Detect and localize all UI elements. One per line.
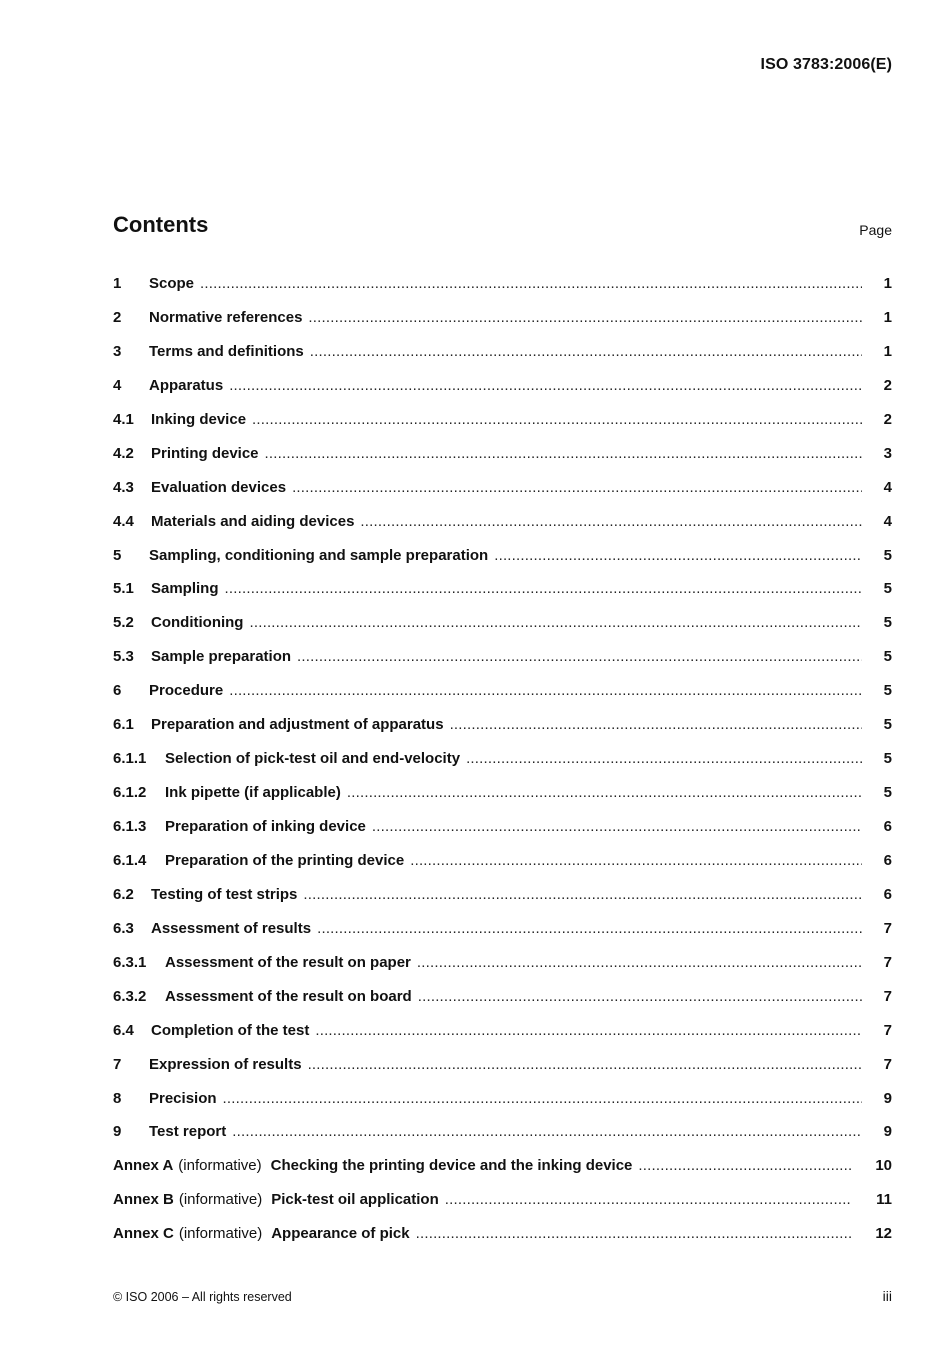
toc-entry-title: Evaluation devices (151, 478, 287, 496)
toc-entry[interactable] (113, 1090, 892, 1124)
toc-entry[interactable] (113, 1056, 892, 1090)
toc-entry[interactable] (113, 377, 892, 411)
toc-entry-page: 6 (883, 851, 892, 869)
toc-entry-page: 5 (883, 682, 892, 700)
toc-entry[interactable] (113, 445, 892, 479)
toc-entry-number: 4 (113, 376, 122, 394)
toc-entry-page: 1 (883, 342, 892, 360)
dot-leader (315, 1022, 862, 1039)
dot-leader (494, 547, 862, 564)
toc-entry-page: 5 (883, 784, 892, 802)
toc-entry[interactable] (113, 309, 892, 343)
dot-leader (445, 1191, 852, 1208)
annex-title: Pick-test oil application (271, 1191, 439, 1209)
toc-entry-page: 7 (883, 919, 892, 937)
dot-leader (308, 309, 862, 326)
toc-entry-title: Ink pipette (if applicable) (165, 784, 341, 802)
annex-informative-tag: (informative) (178, 1157, 262, 1175)
dot-leader (249, 614, 862, 631)
toc-entry-title: Inking device (151, 410, 247, 428)
toc-entry-title: Assessment of results (151, 919, 312, 937)
toc-entry-title: Precision (149, 1089, 217, 1107)
dot-leader (410, 852, 862, 869)
dot-leader (416, 1225, 852, 1242)
toc-entry-number: 6.1.3 (113, 818, 147, 835)
toc-entry-title: Assessment of the result on board (165, 987, 412, 1005)
toc-entry-title: Completion of the test (151, 1021, 310, 1039)
toc-entry-number: 6.4 (113, 1021, 134, 1039)
annex-label: Annex A (113, 1157, 174, 1175)
toc-entry-number: 3 (113, 342, 122, 360)
toc-entry-page: 6 (883, 818, 892, 835)
toc-entry-page: 9 (883, 1089, 892, 1107)
toc-entry-number: 4.2 (113, 444, 134, 462)
toc-entry-title: Preparation and adjustment of apparatus (151, 716, 444, 734)
toc-entry[interactable] (113, 343, 892, 377)
dot-leader (347, 784, 862, 801)
toc-entry-number: 6 (113, 682, 122, 700)
dot-leader (638, 1157, 852, 1174)
toc-entry[interactable] (113, 818, 892, 852)
toc-entry-number: 7 (113, 1055, 122, 1073)
dot-leader (417, 954, 862, 971)
toc-entry[interactable] (113, 886, 892, 920)
toc-entry-title: Selection of pick-test oil and end-velocity (165, 750, 461, 768)
toc-entry[interactable] (113, 1022, 892, 1056)
toc-entry[interactable] (113, 784, 892, 818)
annex-label: Annex C (113, 1225, 174, 1243)
toc-entry-number: 9 (113, 1123, 122, 1141)
toc-annex-entry[interactable] (113, 1157, 892, 1191)
toc-entry[interactable] (113, 682, 892, 716)
toc-entry-title: Conditioning (151, 614, 244, 632)
toc-entry[interactable] (113, 750, 892, 784)
toc-entry-page: 5 (883, 648, 892, 666)
toc-entry-page: 5 (883, 716, 892, 734)
toc-entry-page: 4 (883, 512, 892, 530)
toc-entry-number: 5.3 (113, 648, 134, 666)
annex-label: Annex B (113, 1191, 174, 1209)
annex-informative-tag: (informative) (178, 1225, 263, 1243)
document-id: ISO 3783:2006(E) (760, 56, 892, 73)
toc-entry-title: Testing of test strips (151, 885, 298, 903)
dot-leader (200, 275, 862, 292)
toc-entry[interactable] (113, 580, 892, 614)
toc-entry-page: 7 (883, 1021, 892, 1039)
dot-leader (466, 750, 862, 767)
dot-leader (232, 1123, 862, 1140)
dot-leader (372, 818, 862, 835)
toc-entry[interactable] (113, 547, 892, 581)
toc-entry-page: 6 (883, 885, 892, 903)
toc-entry-page: 4 (883, 478, 892, 496)
toc-entry-title: Procedure (149, 682, 224, 700)
toc-entry-number: 5.2 (113, 614, 134, 632)
toc-entry-title: Sample preparation (151, 648, 292, 666)
dot-leader (360, 513, 862, 530)
toc-entry[interactable] (113, 1123, 892, 1157)
annex-page: 12 (875, 1225, 892, 1243)
toc-entry-page: 7 (883, 987, 892, 1005)
toc-entry-title: Materials and aiding devices (151, 512, 355, 530)
toc-entry-title: Scope (149, 275, 195, 292)
toc-entry-title: Preparation of the printing device (165, 851, 405, 869)
toc-entry-page: 3 (883, 444, 892, 462)
toc-entry[interactable] (113, 648, 892, 682)
toc-annex-entry[interactable] (113, 1225, 892, 1259)
toc-entry-title: Apparatus (149, 376, 224, 394)
toc-entry[interactable] (113, 275, 892, 309)
toc-entry-title: Test report (149, 1123, 227, 1141)
toc-entry-number: 4.3 (113, 478, 134, 496)
toc-entry-number: 1 (113, 275, 122, 292)
page-column-label: Page (859, 222, 892, 238)
toc-entry-number: 2 (113, 308, 122, 326)
toc-entry-page: 5 (883, 750, 892, 768)
toc-entry[interactable] (113, 716, 892, 750)
toc-entry[interactable] (113, 614, 892, 648)
toc-entry-page: 2 (883, 410, 892, 428)
table-of-contents (113, 275, 892, 1259)
toc-entry-page: 5 (883, 614, 892, 632)
toc-entry-title: Normative references (149, 308, 303, 326)
annex-page: 10 (875, 1157, 892, 1175)
copyright-notice: © ISO 2006 – All rights reserved (113, 1290, 292, 1304)
page-number: iii (882, 1288, 892, 1304)
toc-entry-number: 8 (113, 1089, 122, 1107)
toc-entry[interactable] (113, 479, 892, 513)
toc-entry-page: 9 (883, 1123, 892, 1141)
toc-entry-title: Expression of results (149, 1055, 302, 1073)
toc-entry-number: 6.2 (113, 885, 134, 903)
toc-entry-title: Sampling, conditioning and sample preparation (149, 546, 489, 564)
dot-leader (303, 886, 862, 903)
annex-title: Appearance of pick (271, 1225, 410, 1243)
toc-entry-number: 6.1 (113, 716, 134, 734)
dot-leader (229, 377, 862, 394)
toc-entry[interactable] (113, 954, 892, 988)
toc-entry[interactable] (113, 513, 892, 547)
dot-leader (450, 716, 862, 733)
toc-entry-number: 6.1.1 (113, 750, 147, 768)
toc-entry-number: 4.4 (113, 512, 134, 530)
toc-entry-number: 6.1.2 (113, 784, 147, 802)
toc-entry[interactable] (113, 852, 892, 886)
dot-leader (308, 1056, 862, 1073)
annex-title: Checking the printing device and the inking device (270, 1157, 633, 1175)
contents-title: Contents (113, 212, 209, 237)
dot-leader (252, 411, 862, 428)
dot-leader (317, 920, 862, 937)
toc-entry-number: 6.3.1 (113, 953, 147, 971)
toc-entry-number: 5 (113, 546, 122, 564)
toc-entry-page: 2 (883, 376, 892, 394)
dot-leader (297, 648, 862, 665)
annex-informative-tag: (informative) (178, 1191, 263, 1209)
toc-entry[interactable] (113, 411, 892, 445)
toc-entry-title: Terms and definitions (149, 342, 304, 360)
dot-leader (265, 445, 862, 462)
toc-entry-number: 6.3 (113, 919, 134, 937)
dot-leader (223, 1090, 862, 1107)
annex-page: 11 (876, 1191, 892, 1209)
toc-entry-page: 5 (883, 546, 892, 564)
toc-entry-title: Assessment of the result on paper (165, 953, 411, 971)
toc-entry-page: 7 (883, 953, 892, 971)
toc-entry-title: Sampling (151, 580, 219, 598)
toc-entry-number: 6.3.2 (113, 987, 147, 1005)
toc-entry-number: 4.1 (113, 410, 134, 428)
toc-entry-page: 5 (883, 580, 892, 598)
toc-entry[interactable] (113, 988, 892, 1022)
dot-leader (292, 479, 862, 496)
toc-entry-number: 6.1.4 (113, 851, 147, 869)
toc-entry-number: 5.1 (113, 580, 134, 598)
toc-entry-page: 7 (883, 1055, 892, 1073)
dot-leader (225, 580, 862, 597)
dot-leader (229, 682, 862, 699)
dot-leader (418, 988, 862, 1005)
toc-entry-title: Printing device (151, 444, 259, 462)
toc-entry-title: Preparation of inking device (165, 818, 366, 835)
toc-entry[interactable] (113, 920, 892, 954)
toc-annex-entry[interactable] (113, 1191, 892, 1225)
dot-leader (310, 343, 862, 360)
toc-entry-page: 1 (883, 275, 892, 292)
toc-entry-page: 1 (883, 308, 892, 326)
